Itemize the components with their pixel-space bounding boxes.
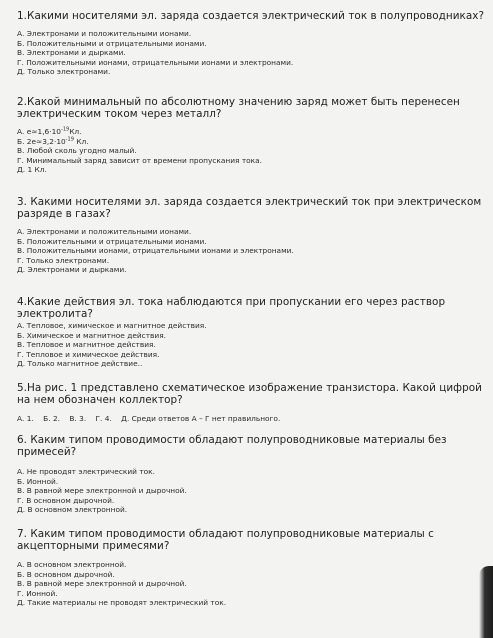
option: Д. В основном электронной. (17, 505, 128, 515)
option: Б. $2е\approx 3,2\cdot 10^{-19}$ Кл. (17, 136, 89, 146)
option: Г. Положительными ионами, отрицательными ионами и электронами. (17, 57, 294, 67)
question-title: 5.На рис. 1 представлено схематическое изображение транзистора. Какой цифрой на нем обозначен коллектор? (17, 382, 482, 406)
option: Г. Только электронами. (17, 255, 110, 265)
question-3 (17, 196, 485, 296)
option-list (17, 467, 485, 515)
option: Б. Положительными и отрицательными ионами. (17, 38, 207, 48)
option: В. В равной мере электронной и дырочной. (17, 486, 187, 496)
question-5 (17, 382, 485, 434)
inline-option-row (17, 414, 485, 424)
question-title: 1.Какими носителями эл. заряда создается электрический ток в полупроводниках? (17, 10, 485, 22)
option-list (17, 29, 485, 77)
option: В. Любой сколь угодно малый. (17, 146, 137, 156)
option: Д. Такие материалы не проводят электрический ток. (17, 598, 227, 608)
option: В. Положительными ионами, отрицательными ионами и электронами. (17, 246, 294, 256)
option: А. Тепловое, химическое и магнитное действия. (17, 321, 207, 330)
option: Г. Ионной. (17, 588, 58, 598)
option: В. В равной мере электронной и дырочной. (17, 579, 187, 589)
option: А. $е\approx 1,6\cdot 10^{-19}Кл$. (17, 126, 82, 136)
question-1 (17, 10, 485, 96)
question-2 (17, 96, 485, 196)
option-list (17, 560, 485, 608)
option: Б. Ионной. (17, 476, 59, 486)
option: Б. Химическое и магнитное действия. (17, 330, 166, 340)
option: Г. 4. (95, 414, 112, 423)
question-title: 6. Каким типом проводимости обладают полупроводниковые материалы без примесей? (17, 434, 447, 458)
option: А. Электронами и положительными ионами. (17, 29, 192, 38)
option: Д. Электронами и дырками. (17, 265, 127, 275)
option: Б. 2. (43, 414, 60, 423)
option: А. В основном электронной. (17, 560, 127, 569)
question-4 (17, 296, 485, 382)
option: А. Не проводят электрический ток. (17, 467, 155, 476)
option: В. Электронами и дырками. (17, 48, 126, 58)
option-list (17, 227, 485, 275)
option-list (17, 127, 485, 175)
question-title: 7. Каким типом проводимости обладают полупроводниковые материалы с акцепторными примесями? (17, 528, 434, 552)
question-7 (17, 528, 485, 608)
option: В. Тепловое и магнитное действия. (17, 340, 156, 350)
option-list (17, 321, 485, 369)
option: Д. Только магнитное действие.. (17, 359, 143, 369)
option: Д. Среди ответов А – Г нет правильного. (121, 414, 281, 423)
option: А. 1. (17, 414, 34, 423)
option: Г. В основном дырочной. (17, 495, 115, 505)
question-title: 2.Какой минимальный по абсолютному значению заряд может быть перенесен электрическим током через металл? (17, 96, 460, 120)
option: Д. Только электронами. (17, 67, 111, 77)
question-6 (17, 434, 485, 528)
option: Г. Тепловое и химическое действия. (17, 349, 160, 359)
option: В. 3. (69, 414, 87, 423)
option: А. Электронами и положительными ионами. (17, 227, 192, 236)
question-title: 4.Какие действия эл. тока наблюдаются при пропускании его через раствор электролита? (17, 296, 446, 320)
option: Г. Минимальный заряд зависит от времени пропускания тока. (17, 155, 263, 165)
option: Б. В основном дырочной. (17, 569, 115, 579)
question-title: 3. Какими носителями эл. заряда создается электрический ток при электрическом разряде в газах? (17, 196, 482, 220)
option: Д. 1 Кл. (17, 165, 47, 175)
dark-corner-shadow (479, 566, 493, 638)
option: Б. Положительными и отрицательными ионами. (17, 236, 207, 246)
